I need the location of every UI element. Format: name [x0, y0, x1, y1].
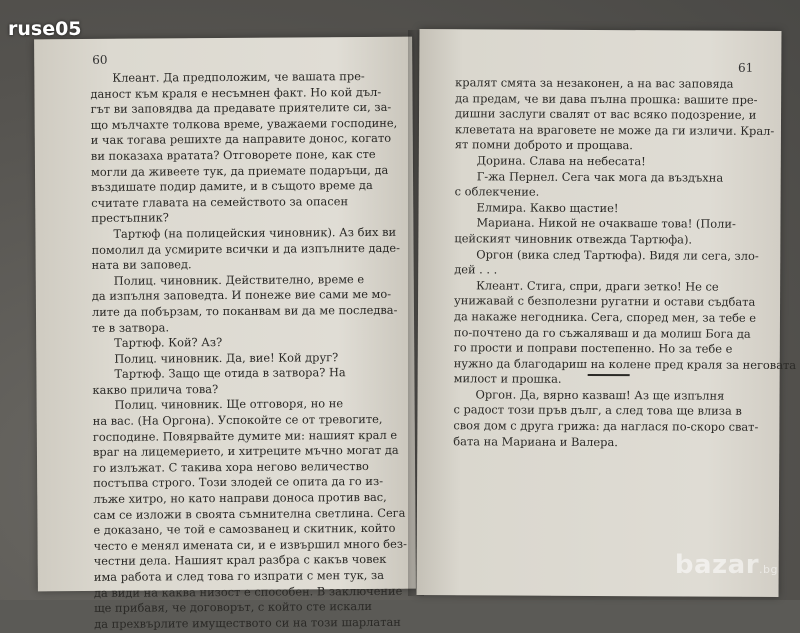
text-line: лите да побързам, то покaнвам ви да ме последва-	[91, 302, 398, 319]
text-line: считате главата на семейството за опасен	[91, 193, 349, 210]
text-line: постъпва строго. Този злодей се опита да го из-	[93, 474, 384, 491]
end-divider-line	[588, 374, 630, 376]
text-line: Дорина. Слава на небесата!	[476, 153, 646, 169]
text-line: да предам, че ви дава пълна прошка: вашите пре-	[455, 90, 758, 107]
text-line: помолил да усмирите всички и да изпълните даде-	[91, 240, 400, 257]
text-line: има работа и след това го изпрати с мен тук, за	[93, 567, 385, 584]
text-line: дей . . .	[454, 262, 498, 277]
text-line: с радост този пръв дълг, а след това ще влиза в	[453, 402, 742, 419]
text-line: Клеант. Да предположим, че вашата пре-	[112, 69, 365, 85]
text-line: Полиц. чиновник. Да, вие! Кой друг?	[114, 349, 339, 366]
text-line: могли да живеете тук, да приемате подаръци, да	[90, 162, 389, 179]
text-line: и чак тогава решихте да направите донос, когато	[90, 131, 392, 148]
text-line: ще прибавя, че договорът, с който сте искали	[94, 599, 373, 616]
text-line: клеветата на враговете не може да ги изличи. Крал-	[454, 122, 775, 138]
text-line: го прости и поправи постепенно. Но за тебе е	[453, 340, 733, 356]
text-line: унижавай с безполезни ругатни и остави съдбата	[454, 293, 756, 310]
text-line: въздишате подир дамите, и в същото време да	[91, 178, 373, 195]
page-number-right: 61	[737, 60, 754, 75]
book-page-left	[34, 37, 416, 631]
text-line: е доказано, че той е самозванец и скитник, който	[93, 521, 396, 538]
text-line: Оргон. Да, вярно казваш! Аз ще изпълня	[475, 387, 725, 403]
text-line: Клеант. Стига, спри, драги зетко! Не се	[476, 278, 719, 294]
text-line: милост и прошка.	[453, 371, 562, 387]
text-line: те в затвора.	[92, 319, 170, 335]
text-line: да изпълня заповедта. И понеже вие сами ме мо-	[91, 287, 392, 304]
text-line: Оргон (вика след Тартюфа). Видя ли сега, зло-	[476, 246, 759, 263]
text-line: често е менял имената си, и е извършил много без-	[93, 536, 407, 553]
text-line: дишни заслуги свалят от вас всяко подозрение, и	[455, 106, 757, 123]
watermark-username: ruse05	[8, 18, 82, 40]
book-page-right	[417, 29, 797, 597]
text-line: Полиц. чиновник. Действително, време е	[113, 271, 365, 288]
text-line: бата на Мариана и Валера.	[453, 433, 618, 449]
bazar-logo: bazar.bg	[674, 550, 778, 580]
text-line: кралят смята за незаконен, а на вас заповяда	[455, 75, 734, 91]
page-number-left: 60	[92, 52, 108, 67]
text-line: Г-жа Пернел. Сега чак мога да въздъхна	[476, 168, 724, 185]
text-line: Тартюф. Защо ще отида в затвора? На	[114, 365, 346, 382]
text-line: с облекчение.	[454, 184, 540, 199]
text-line: гът ви заповядва да предавате приятелите си, за-	[90, 100, 392, 117]
text-line: цейският чиновник отвежда Тартюфа).	[454, 231, 693, 247]
page-text-left	[90, 69, 407, 632]
text-line: ви показаха вратата? Отговорете поне, как сте	[90, 146, 376, 163]
text-line: нужно да благодариш на колене пред краля за неговата	[453, 355, 797, 372]
page-text-right	[453, 75, 797, 451]
text-line: да накаже негодника. Сега, според мен, за тебе е	[453, 309, 757, 325]
text-line: честни дела. Нашият крал разбра с какъв човек	[93, 552, 387, 569]
text-line: да види на каква низост е способен. В заключение	[93, 583, 403, 600]
text-line: господине. Повярвайте думите ми: нашият крал е	[92, 427, 398, 444]
text-line: го излъжат. С такива хора негово величество	[93, 458, 369, 475]
text-line: сам се изложи в своята съмнителна светлина. Сега	[93, 505, 406, 522]
text-line: по-почтено да го съжаляваш и да молиш Бога да	[453, 324, 751, 341]
text-line: какво прилича това?	[92, 381, 219, 397]
text-line: Елмира. Какво щастие!	[476, 200, 619, 215]
text-line: ят помни доброто и прощава.	[454, 137, 633, 153]
text-line: що мълчахте толкова време, уважаеми господине,	[90, 115, 398, 132]
text-line: Мариана. Никой не очакваше това! (Поли-	[476, 215, 736, 232]
text-line: Тартюф (на полицейския чиновник). Аз бих ви	[113, 224, 397, 241]
text-line: своя дом с друга грижа: да наглася по-скоро сват-	[453, 418, 759, 434]
text-line: Тартюф. Кой? Аз?	[114, 335, 223, 350]
text-line: враг на лицемерието, и хитреците мъчно могат да	[92, 443, 399, 460]
text-line: ната ви заповед.	[91, 257, 192, 273]
text-line: да прехвърлите имуществото си на този шарлатан	[94, 614, 401, 631]
text-line: Полиц. чиновник. Ще отговоря, но не	[114, 396, 344, 413]
text-line: лъже хитро, но като направи доноса против вас,	[93, 489, 387, 506]
text-line: престъпник?	[91, 210, 169, 226]
text-line: на вас. (На Оргона). Успокойте се от тревогите,	[92, 411, 383, 428]
text-line: даност към краля е несъмнен факт. Но кой дъл-	[90, 84, 382, 101]
